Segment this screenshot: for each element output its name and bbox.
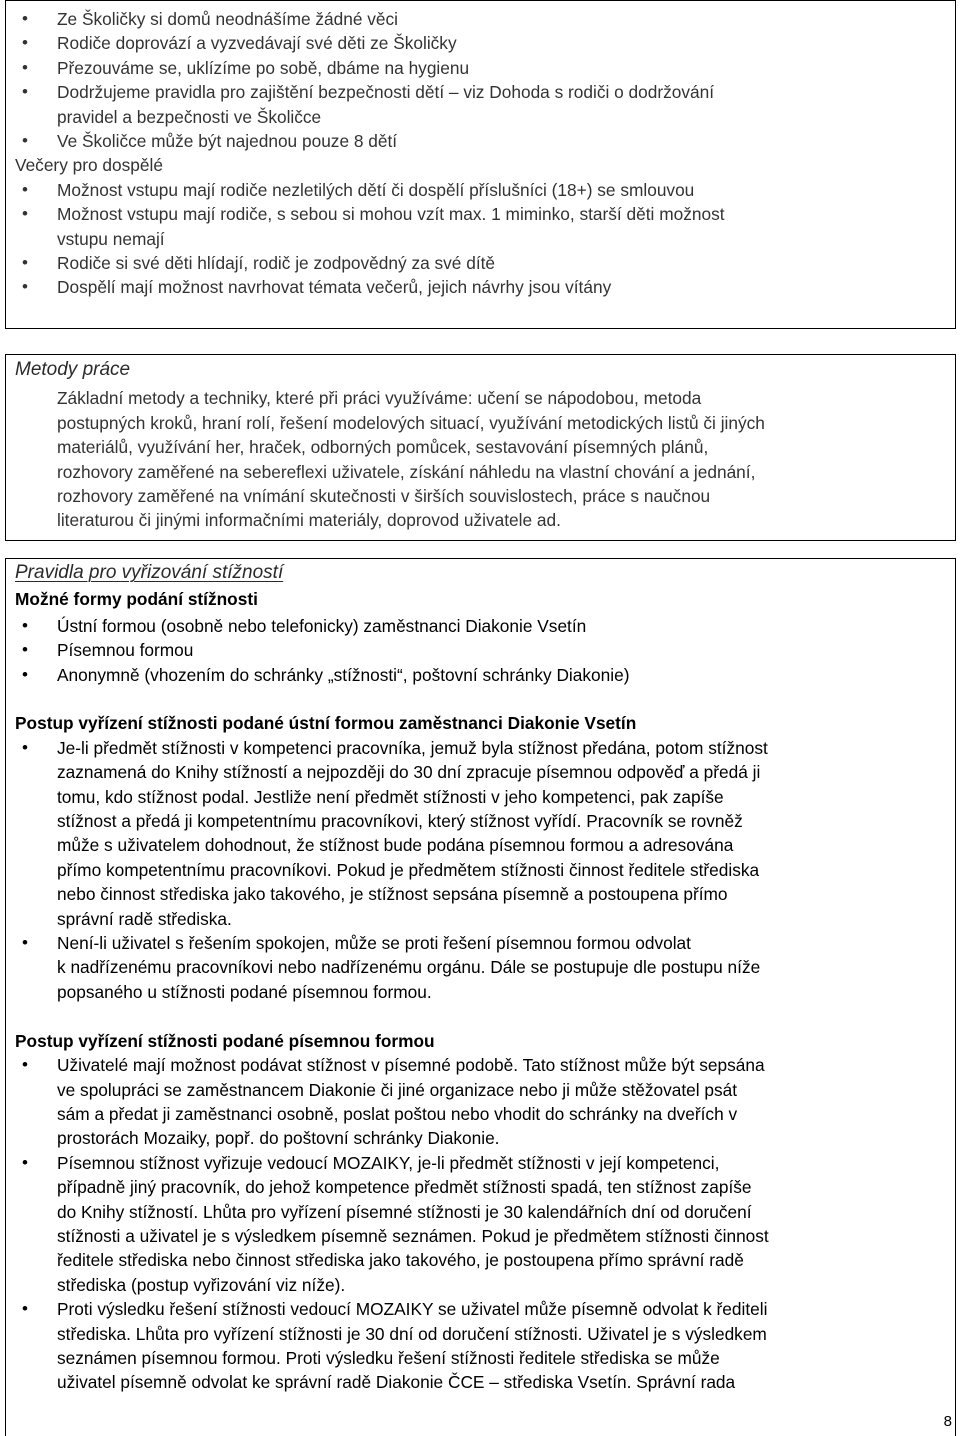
list-item-line: může s uživatelem dohodnout, že stížnost bude podána písemnou formou a adresována bbox=[57, 835, 734, 856]
list-item-line: případně jiný pracovník, do jehož kompetence předmět stížnosti spadá, ten stížnost zapíše bbox=[57, 1177, 752, 1198]
list-item: • Ze Školičky si domů neodnášíme žádné věci bbox=[6, 7, 955, 31]
list-item-line: Možnost vstupu mají rodiče, s sebou si mohou vzít max. 1 miminko, starší děti možnost bbox=[57, 204, 725, 225]
list-item bbox=[6, 1151, 935, 1297]
list-item-line: správní radě střediska. bbox=[57, 908, 232, 929]
list-item: • Možnost vstupu mají rodiče nezletilých dětí či dospělí příslušníci (18+) se smlouvou bbox=[6, 178, 955, 202]
list-item-line: pravidel a bezpečnosti ve Školičce bbox=[57, 106, 322, 127]
forms-list bbox=[6, 614, 955, 687]
list-item-line: zaznamená do Knihy stížností a nejpozději do 30 dní zpracuje písemnou odpověď a předá ji bbox=[57, 762, 761, 783]
list-item bbox=[6, 80, 955, 129]
paragraph-line: postupných kroků, hraní rolí, řešení modelových situací, využívání metodických listů či jiných bbox=[57, 412, 765, 433]
list-item-line: Dodržujeme pravidla pro zajištění bezpečnosti dětí – viz Dohoda s rodiči o dodržování bbox=[57, 82, 715, 103]
list-item-line: nebo činnost střediska jako takového, je stížnost sepsána písemně a postoupena přímo bbox=[57, 884, 728, 905]
list-item-line: k nadřízenému pracovníkovi nebo nadřízenému orgánu. Dále se postupuje dle postupu níže bbox=[57, 957, 761, 978]
paragraph-line: rozhovory zaměřené na vnímání skutečnosti v širších souvislostech, práce s naučnou bbox=[57, 486, 711, 507]
written-procedure-heading: Postup vyřízení stížnosti podané písemnou formou bbox=[15, 1030, 435, 1051]
methods-paragraph bbox=[6, 382, 955, 532]
list-item-line: do Knihy stížností. Lhůta pro vyřízení písemné stížnosti je 30 kalendářních dní od doručení bbox=[57, 1201, 752, 1222]
list-item bbox=[6, 736, 935, 931]
list-item-line: Uživatelé mají možnost podávat stížnost v písemné podobě. Tato stížnost může být sepsána bbox=[57, 1055, 765, 1076]
list-item bbox=[6, 202, 955, 251]
list-item: • Ve Školičce může být najednou pouze 8 dětí bbox=[6, 129, 955, 153]
complaints-heading-text: Pravidla pro vyřizování stížností bbox=[15, 562, 284, 583]
forms-heading: Možné formy podání stížnosti bbox=[15, 589, 258, 610]
list-item-line: stížnosti a uživatel je s výsledkem písemně seznámen. Pokud je předmětem stížnosti činnost bbox=[57, 1225, 769, 1246]
list-item: • Dospělí mají možnost navrhovat témata večerů, jejich návrhy jsou vítány bbox=[6, 275, 955, 299]
complaints-box bbox=[5, 558, 956, 1436]
list-item-line: přímo kompetentnímu pracovníkovi. Pokud je předmětem stížnosti činnost ředitele střediska bbox=[57, 859, 760, 880]
rules-list-b bbox=[6, 178, 955, 300]
list-item-line: Není-li uživatel s řešením spokojen, může se proti řešení písemnou formou odvolat bbox=[57, 933, 691, 954]
evening-subheading: Večery pro dospělé bbox=[15, 155, 163, 176]
list-item-line: prostorách Mozaiky, popř. do poštovní schránky Diakonie. bbox=[57, 1128, 500, 1149]
list-item-line: tomu, kdo stížnost podal. Jestliže není předmět stížnosti v jeho kompetenci, pak zapíše bbox=[57, 786, 724, 807]
list-item-line: vstupu nemají bbox=[57, 228, 165, 249]
oral-procedure-heading: Postup vyřízení stížnosti podané ústní formou zaměstnanci Diakonie Vsetín bbox=[15, 713, 637, 734]
list-item-line: uživatel písemně odvolat ke správní radě Diakonie ČCE – střediska Vsetín. Správní rada bbox=[57, 1372, 736, 1393]
list-item-line: Je-li předmět stížnosti v kompetenci pracovníka, jemuž byla stížnost předána, potom stížnost bbox=[57, 737, 768, 758]
oral-procedure-list bbox=[6, 736, 955, 1004]
rules-box bbox=[5, 0, 956, 329]
list-item: • Rodiče si své děti hlídají, rodič je zodpovědný za své dítě bbox=[6, 251, 955, 275]
list-item-line: ředitele střediska nebo činnost střediska jako takového, je postoupena přímo správní radě bbox=[57, 1250, 744, 1271]
list-item: • Rodiče doprovází a vyzvedávají své děti ze Školičky bbox=[6, 31, 955, 55]
list-item-line: sám a předat ji zaměstnanci osobně, poslat poštou nebo vhodit do schránky na dveřích v bbox=[57, 1103, 738, 1124]
list-item-line: ve spolupráci se zaměstnancem Diakonie či jiné organizace nebo ji může stěžovatel psát bbox=[57, 1079, 738, 1100]
complaints-heading bbox=[6, 561, 955, 585]
list-item-line: Proti výsledku řešení stížnosti vedoucí MOZAIKY se uživatel může písemně odvolat k řediteli bbox=[57, 1299, 768, 1320]
paragraph-line: rozhovory zaměřené na sebereflexi uživatele, získání náhledu na vlastní chování a jednání, bbox=[57, 461, 756, 482]
methods-box bbox=[5, 354, 956, 541]
list-item bbox=[6, 931, 935, 1004]
list-item-line: popsaného u stížnosti podané písemnou formou. bbox=[57, 981, 432, 1002]
page-number: 8 bbox=[943, 1412, 952, 1430]
rules-list-a bbox=[6, 7, 955, 153]
paragraph-line: Základní metody a techniky, které při práci využíváme: učení se nápodobou, metoda bbox=[57, 388, 702, 409]
list-item bbox=[6, 1053, 935, 1151]
methods-heading: Metody práce bbox=[15, 359, 131, 380]
list-item-line: stížnost a předá ji kompetentnímu pracovníkovi, který stížnost vyřídí. Pracovník se rovněž bbox=[57, 811, 743, 832]
list-item: • Písemnou formou bbox=[6, 638, 955, 662]
list-item: • Ústní formou (osobně nebo telefonicky) zaměstnanci Diakonie Vsetín bbox=[6, 614, 955, 638]
written-procedure-list bbox=[6, 1053, 955, 1395]
paragraph-line: literaturou či jinými informačními materiály, doprovod uživatele ad. bbox=[57, 510, 561, 531]
list-item-line: seznámen písemnou formou. Proti výsledku řešení stížnosti ředitele střediska se může bbox=[57, 1347, 720, 1368]
list-item: • Přezouváme se, uklízíme po sobě, dbáme na hygienu bbox=[6, 56, 955, 80]
list-item-line: střediska (postup vyřizování viz níže). bbox=[57, 1274, 346, 1295]
list-item-line: Písemnou stížnost vyřizuje vedoucí MOZAIKY, je-li předmět stížnosti v její kompetenci, bbox=[57, 1152, 720, 1173]
list-item-line: střediska. Lhůta pro vyřízení stížnosti je 30 dní od doručení stížnosti. Uživatel je s výsledkem bbox=[57, 1323, 767, 1344]
list-item: • Anonymně (vhozením do schránky „stížnosti“, poštovní schránky Diakonie) bbox=[6, 663, 955, 687]
list-item bbox=[6, 1297, 935, 1395]
paragraph-line: materiálů, využívání her, hraček, odborných pomůcek, sestavování písemných plánů, bbox=[57, 437, 709, 458]
